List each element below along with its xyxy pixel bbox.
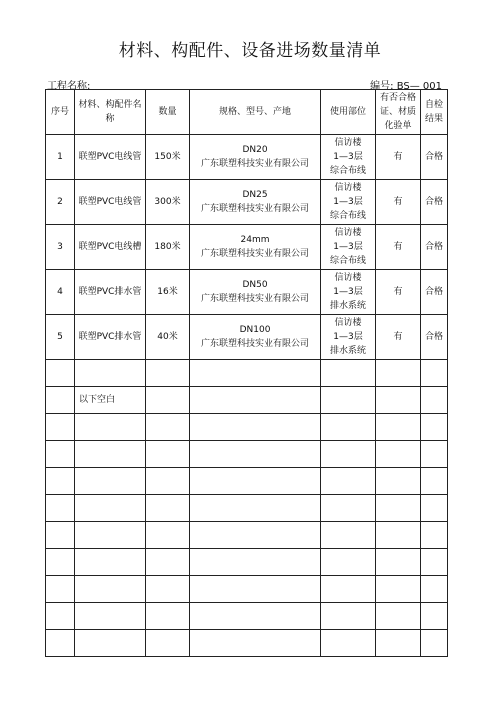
table-row [46,270,448,315]
spec-origin: 广东联塑科技实业有限公司 [200,294,309,304]
seq-cell: 2 [46,180,75,225]
seq-cell: 4 [46,270,75,315]
use-cell [321,180,376,225]
name-cell: 联塑PVC排水管 [75,315,146,360]
use-system: 综合布线 [329,211,366,221]
seq-cell: 5 [46,315,75,360]
use-building: 信访楼 [334,138,362,148]
project-name-label: 工程名称: [47,81,91,92]
spec-cell [190,135,321,180]
blank-note: 以下空白 [75,387,146,414]
use-floors: 1—3层 [333,152,363,162]
empty-row [46,360,448,387]
qty-cell: 150米 [146,135,190,180]
seq-cell: 1 [46,135,75,180]
empty-row [46,630,448,657]
use-cell [321,225,376,270]
spec-cell [190,180,321,225]
cert-cell: 有 [376,270,421,315]
empty-row [46,522,448,549]
header-qty: 数量 [146,90,190,135]
empty-row [46,414,448,441]
check-cell: 合格 [421,270,448,315]
check-cell: 合格 [421,225,448,270]
header-seq: 序号 [46,90,75,135]
header-use: 使用部位 [321,90,376,135]
check-cell: 合格 [421,315,448,360]
check-cell: 合格 [421,180,448,225]
qty-cell: 16米 [146,270,190,315]
use-floors: 1—3层 [333,197,363,207]
spec-model: DN50 [242,280,268,290]
use-building: 信访楼 [334,273,362,283]
header-spec: 规格、型号、产地 [190,90,321,135]
use-building: 信访楼 [334,318,362,328]
header-cert: 有否合格证、材质化验单 [376,90,421,135]
spec-cell [190,315,321,360]
spec-origin: 广东联塑科技实业有限公司 [200,249,309,259]
use-building: 信访楼 [334,183,362,193]
use-floors: 1—3层 [333,287,363,297]
header-check: 自检结果 [421,90,448,135]
empty-row [46,495,448,522]
spec-model: DN20 [242,145,268,155]
cert-cell: 有 [376,135,421,180]
use-system: 排水系统 [329,301,366,311]
inventory-table [45,89,448,657]
spec-origin: 广东联塑科技实业有限公司 [200,204,309,214]
qty-cell: 300米 [146,180,190,225]
name-cell: 联塑PVC电线管 [75,135,146,180]
name-cell: 联塑PVC电线槽 [75,225,146,270]
use-floors: 1—3层 [333,332,363,342]
use-system: 排水系统 [329,346,366,356]
use-floors: 1—3层 [333,242,363,252]
spec-cell [190,270,321,315]
name-cell: 联塑PVC电线管 [75,180,146,225]
use-building: 信访楼 [334,228,362,238]
table-row [46,135,448,180]
empty-row [46,468,448,495]
spec-cell [190,225,321,270]
table-row [46,225,448,270]
qty-cell: 40米 [146,315,190,360]
empty-row [46,441,448,468]
spec-model: 24mm [240,235,270,245]
empty-row [46,387,448,414]
spec-model: DN100 [239,325,271,335]
seq-cell: 3 [46,225,75,270]
use-cell [321,135,376,180]
use-system: 综合布线 [329,166,366,176]
table-row [46,180,448,225]
qty-cell: 180米 [146,225,190,270]
spec-origin: 广东联塑科技实业有限公司 [200,159,309,169]
cert-cell: 有 [376,315,421,360]
header-name: 材料、构配件名称 [75,90,146,135]
table-row [46,315,448,360]
use-system: 综合布线 [329,256,366,266]
cert-cell: 有 [376,180,421,225]
header-row [46,90,448,135]
empty-row [46,603,448,630]
serial-number: 编号: BS— 001 [370,81,442,92]
spec-origin: 广东联塑科技实业有限公司 [200,339,309,349]
name-cell: 联塑PVC排水管 [75,270,146,315]
cert-cell: 有 [376,225,421,270]
check-cell: 合格 [421,135,448,180]
use-cell [321,270,376,315]
use-cell [321,315,376,360]
empty-row [46,549,448,576]
empty-row [46,576,448,603]
spec-model: DN25 [242,190,268,200]
document-title: 材料、构配件、设备进场数量清单 [118,41,382,61]
